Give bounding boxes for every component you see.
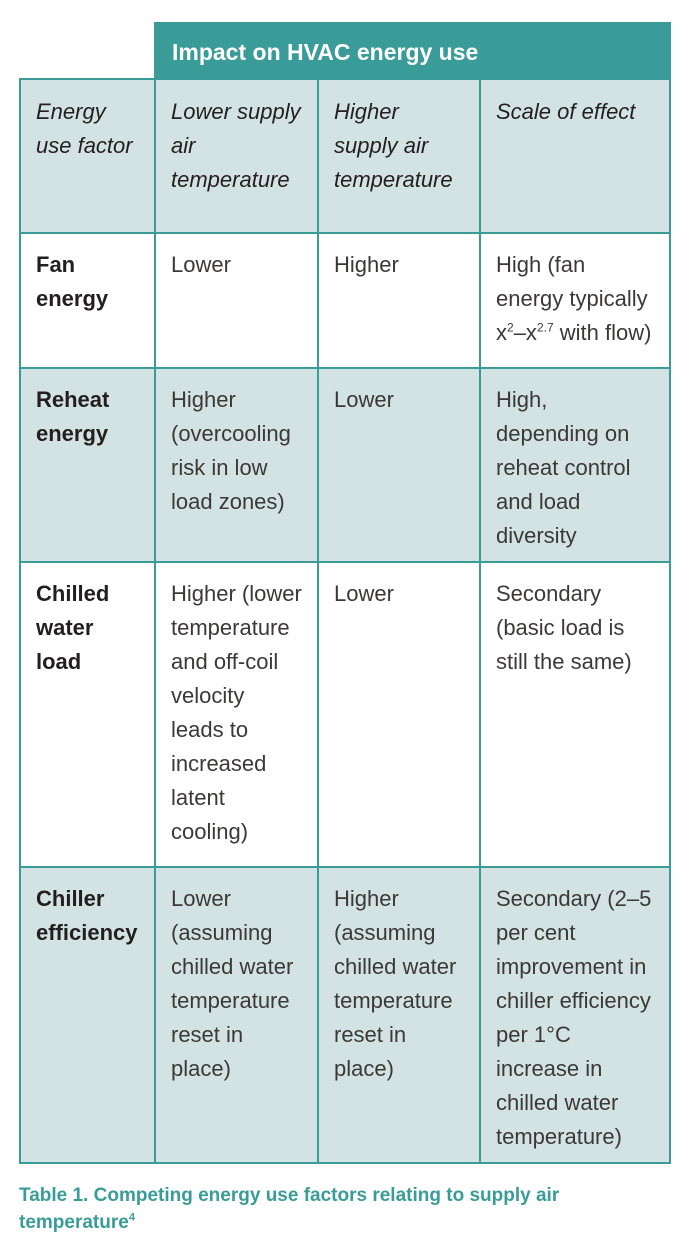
table-header-row (20, 79, 670, 233)
row-factor: Chiller efficiency (20, 867, 155, 1163)
table-banner-row (20, 23, 670, 79)
caption-text: Table 1. Competing energy use factors relating to supply air temperature (19, 1185, 560, 1233)
header-lower-supply-air-temperature: Lower supply air temperature (155, 79, 318, 233)
row-higher-effect: Higher (assuming chilled water temperature reset in place) (318, 867, 480, 1163)
header-energy-use-factor: Energy use factor (20, 79, 155, 233)
header-scale-of-effect: Scale of effect (480, 79, 670, 233)
row-scale-of-effect: Secondary (basic load is still the same) (480, 562, 670, 867)
row-higher-effect: Lower (318, 368, 480, 562)
row-lower-effect: Lower (assuming chilled water temperature reset in place) (155, 867, 318, 1163)
row-lower-effect: Higher (lower temperature and off-coil velocity leads to increased latent cooling) (155, 562, 318, 867)
row-higher-effect: Lower (318, 562, 480, 867)
table-caption (19, 1182, 659, 1236)
row-scale-of-effect: High, depending on reheat control and load diversity (480, 368, 670, 562)
row-scale-of-effect (480, 233, 670, 368)
banner-spacer (20, 23, 155, 79)
row-lower-effect: Higher (overcooling risk in low load zones) (155, 368, 318, 562)
scale-text-start: High (fan energy typically x (496, 252, 648, 345)
row-scale-of-effect: Secondary (2–5 per cent improvement in chiller efficiency per 1°C increase in chilled water temperature) (480, 867, 670, 1163)
scale-text-end: with flow) (553, 320, 652, 345)
header-higher-supply-air-temperature: Higher supply air temperature (318, 79, 480, 233)
table-row (20, 867, 670, 1163)
table-row (20, 562, 670, 867)
table-row (20, 233, 670, 368)
energy-factors-table (19, 22, 671, 1164)
impact-banner: Impact on HVAC energy use (155, 23, 670, 79)
row-lower-effect: Lower (155, 233, 318, 368)
row-factor: Chilled water load (20, 562, 155, 867)
scale-exponent-2: 2.7 (536, 320, 554, 335)
scale-exponent-1: 2 (507, 320, 514, 335)
caption-footnote-ref: 4 (128, 1211, 135, 1224)
row-higher-effect: Higher (318, 233, 480, 368)
table-row (20, 368, 670, 562)
row-factor: Reheat energy (20, 368, 155, 562)
row-factor: Fan energy (20, 233, 155, 368)
scale-text-mid: –x (513, 320, 537, 345)
